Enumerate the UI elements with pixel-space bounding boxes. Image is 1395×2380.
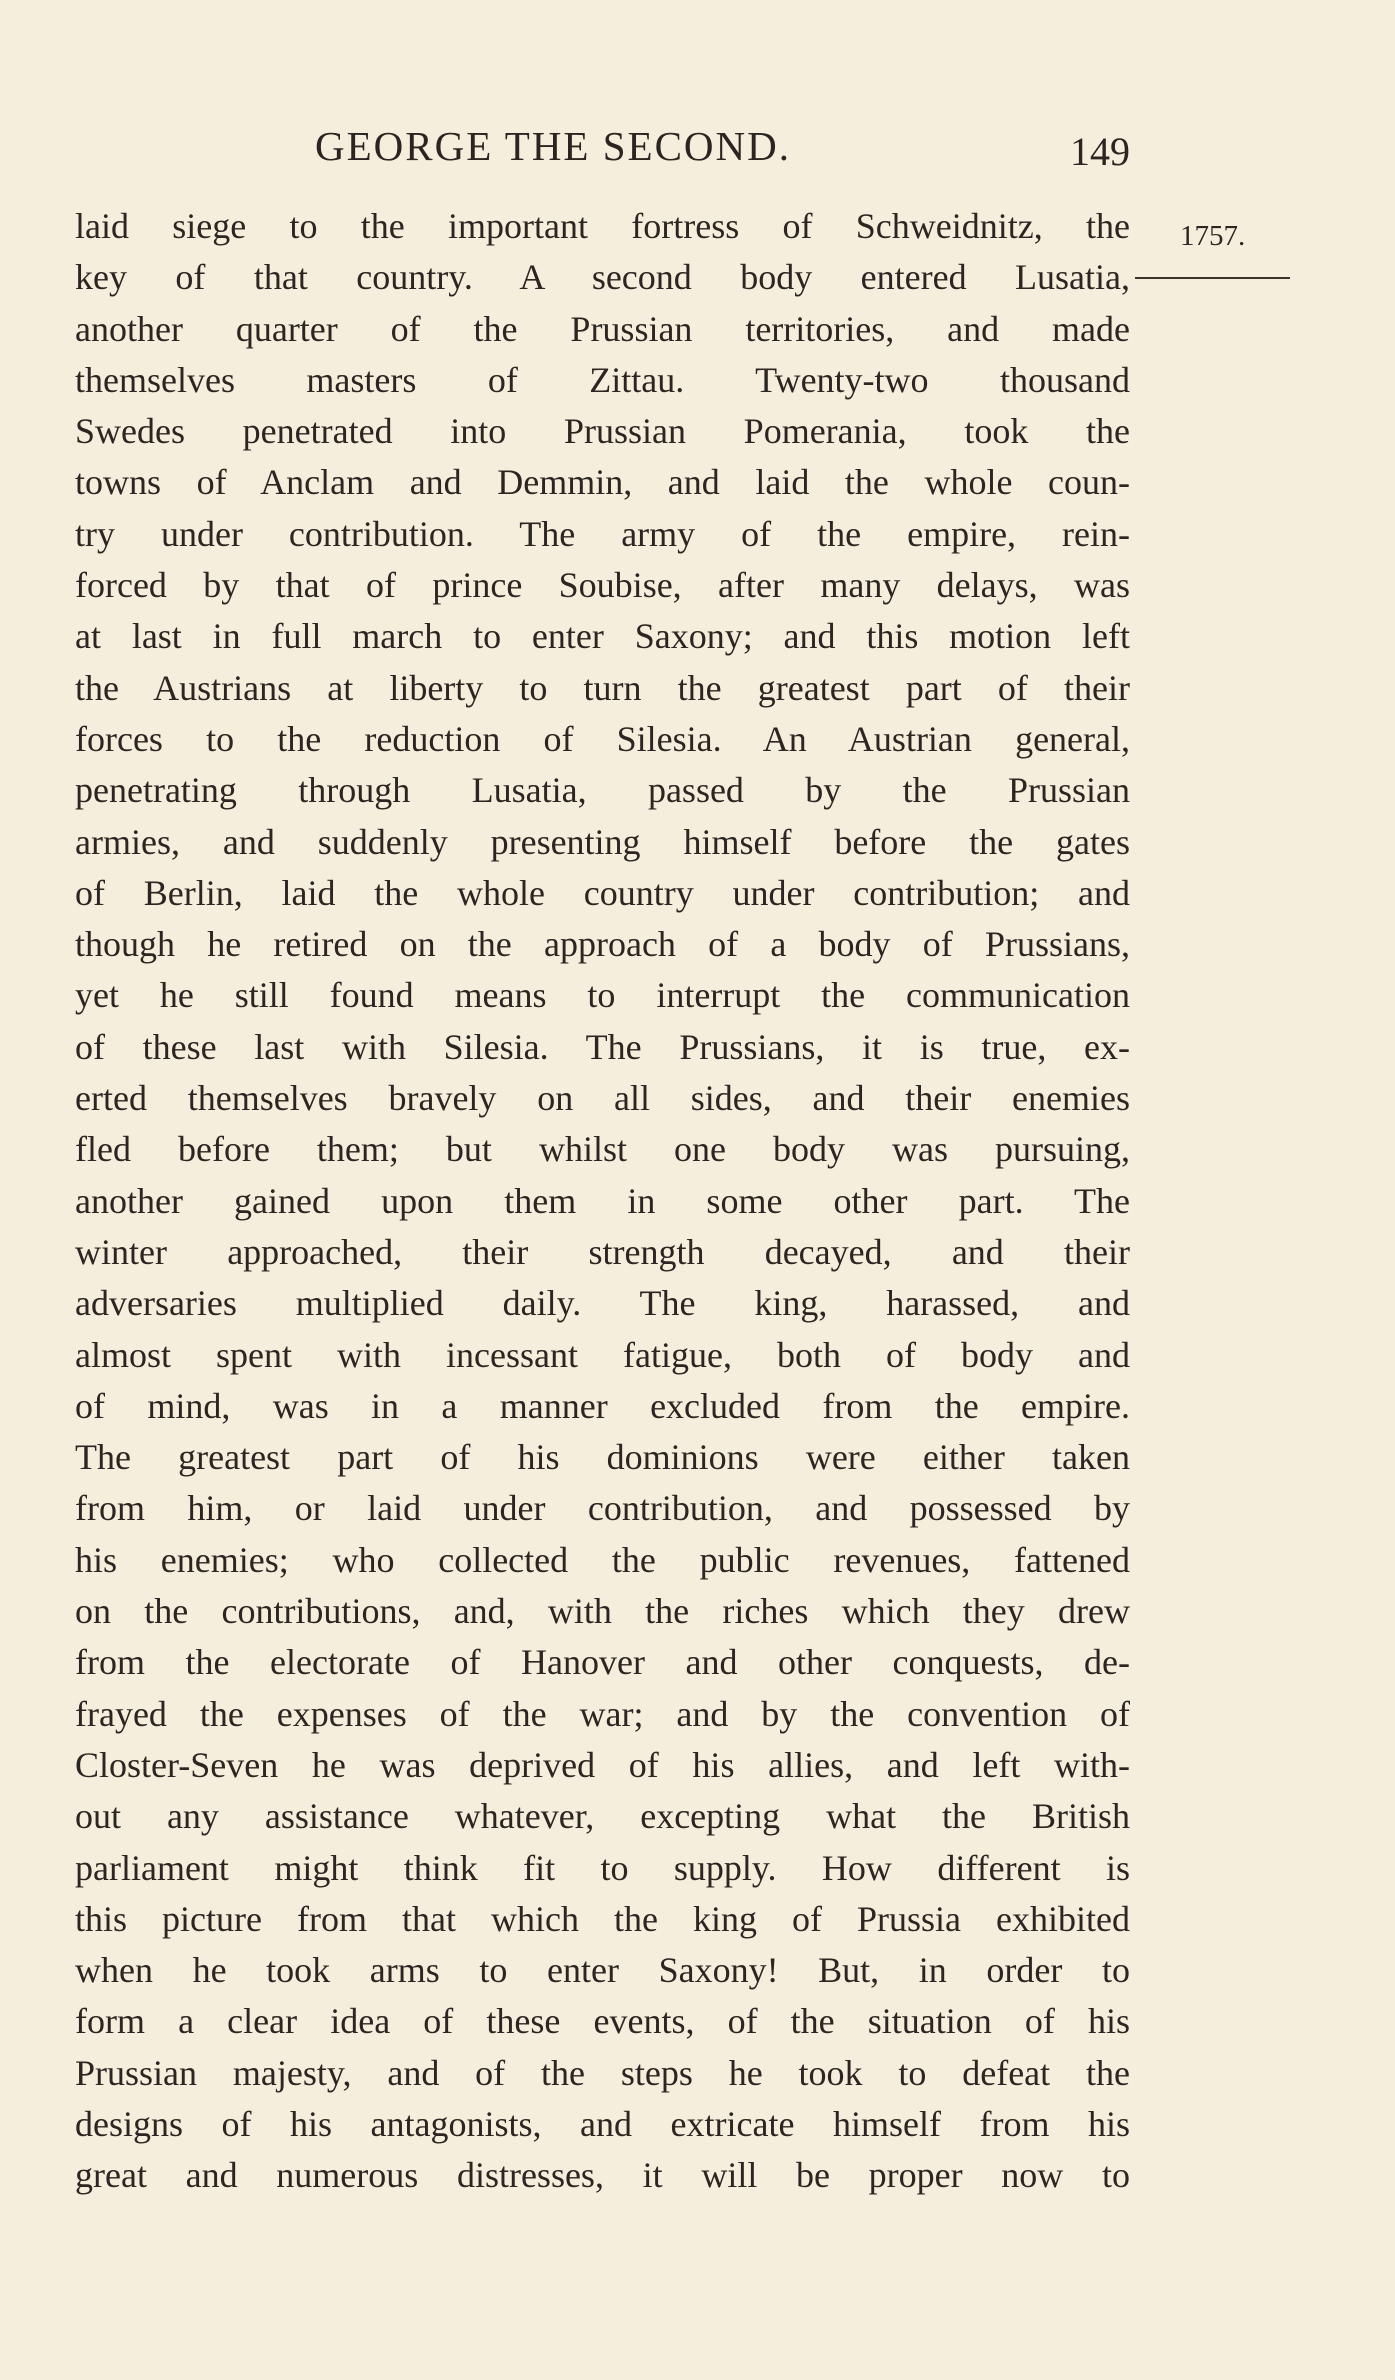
text-line: though he retired on the approach of a body of Prussians, — [75, 924, 1130, 965]
text-line: Closter-Seven he was deprived of his allies, and left with- — [75, 1744, 1130, 1785]
text-line: of Berlin, laid the whole country under contribution; and — [75, 872, 1130, 913]
text-line: armies, and suddenly presenting himself before the gates — [75, 821, 1130, 862]
text-line: great and numerous distresses, it will be proper now to — [75, 2155, 1130, 2196]
page-number: 149 — [1070, 129, 1130, 174]
text-line: parliament might think fit to supply. How different is — [75, 1847, 1130, 1888]
text-line: erted themselves bravely on all sides, and their enemies — [75, 1078, 1130, 1119]
text-line: designs of his antagonists, and extricate himself from his — [75, 2103, 1130, 2144]
text-line: laid siege to the important fortress of Schweidnitz, the — [75, 206, 1130, 246]
margin-rule — [1135, 277, 1290, 279]
text-line: another gained upon them in some other part. The — [75, 1180, 1130, 1221]
text-line: out any assistance whatever, excepting what the British — [75, 1796, 1130, 1837]
page-header — [75, 118, 1130, 178]
text-line: forces to the reduction of Silesia. An Austrian general, — [75, 718, 1130, 759]
text-line: this picture from that which the king of Prussia exhibited — [75, 1898, 1130, 1939]
margin-year-note: 1757. — [1180, 220, 1246, 252]
text-line: frayed the expenses of the war; and by the convention of — [75, 1693, 1130, 1734]
text-line: forced by that of prince Soubise, after many delays, was — [75, 565, 1130, 606]
text-line: on the contributions, and, with the riches which they drew — [75, 1591, 1130, 1632]
body-text — [75, 201, 1130, 2202]
text-line: of mind, was in a manner excluded from the empire. — [75, 1385, 1130, 1426]
text-line: themselves masters of Zittau. Twenty-two thousand — [75, 359, 1130, 400]
text-line: the Austrians at liberty to turn the greatest part of their — [75, 667, 1130, 708]
text-line: adversaries multiplied daily. The king, harassed, and — [75, 1283, 1130, 1324]
text-line: try under contribution. The army of the empire, rein- — [75, 513, 1130, 554]
running-title: GEORGE THE SECOND. — [315, 123, 791, 169]
text-line: almost spent with incessant fatigue, both of body and — [75, 1334, 1130, 1375]
text-line: penetrating through Lusatia, passed by the Prussian — [75, 770, 1130, 811]
text-line: at last in full march to enter Saxony; and this motion left — [75, 616, 1130, 657]
text-line: from the electorate of Hanover and other conquests, de- — [75, 1642, 1130, 1683]
text-line: key of that country. A second body entered Lusatia, — [75, 257, 1130, 298]
text-line: when he took arms to enter Saxony! But, in order to — [75, 1950, 1130, 1991]
text-line: yet he still found means to interrupt the communication — [75, 975, 1130, 1016]
text-line: his enemies; who collected the public revenues, fattened — [75, 1539, 1130, 1580]
text-line: of these last with Silesia. The Prussians, it is true, ex- — [75, 1026, 1130, 1067]
text-line: fled before them; but whilst one body was pursuing, — [75, 1129, 1130, 1170]
text-line: winter approached, their strength decayed, and their — [75, 1231, 1130, 1272]
text-line: another quarter of the Prussian territories, and made — [75, 308, 1130, 349]
text-line: Prussian majesty, and of the steps he took to defeat the — [75, 2052, 1130, 2093]
text-line: towns of Anclam and Demmin, and laid the whole coun- — [75, 462, 1130, 503]
text-line: The greatest part of his dominions were either taken — [75, 1437, 1130, 1478]
text-line: form a clear idea of these events, of the situation of his — [75, 2001, 1130, 2042]
text-line: Swedes penetrated into Prussian Pomerania, took the — [75, 411, 1130, 452]
text-line: from him, or laid under contribution, and possessed by — [75, 1488, 1130, 1529]
